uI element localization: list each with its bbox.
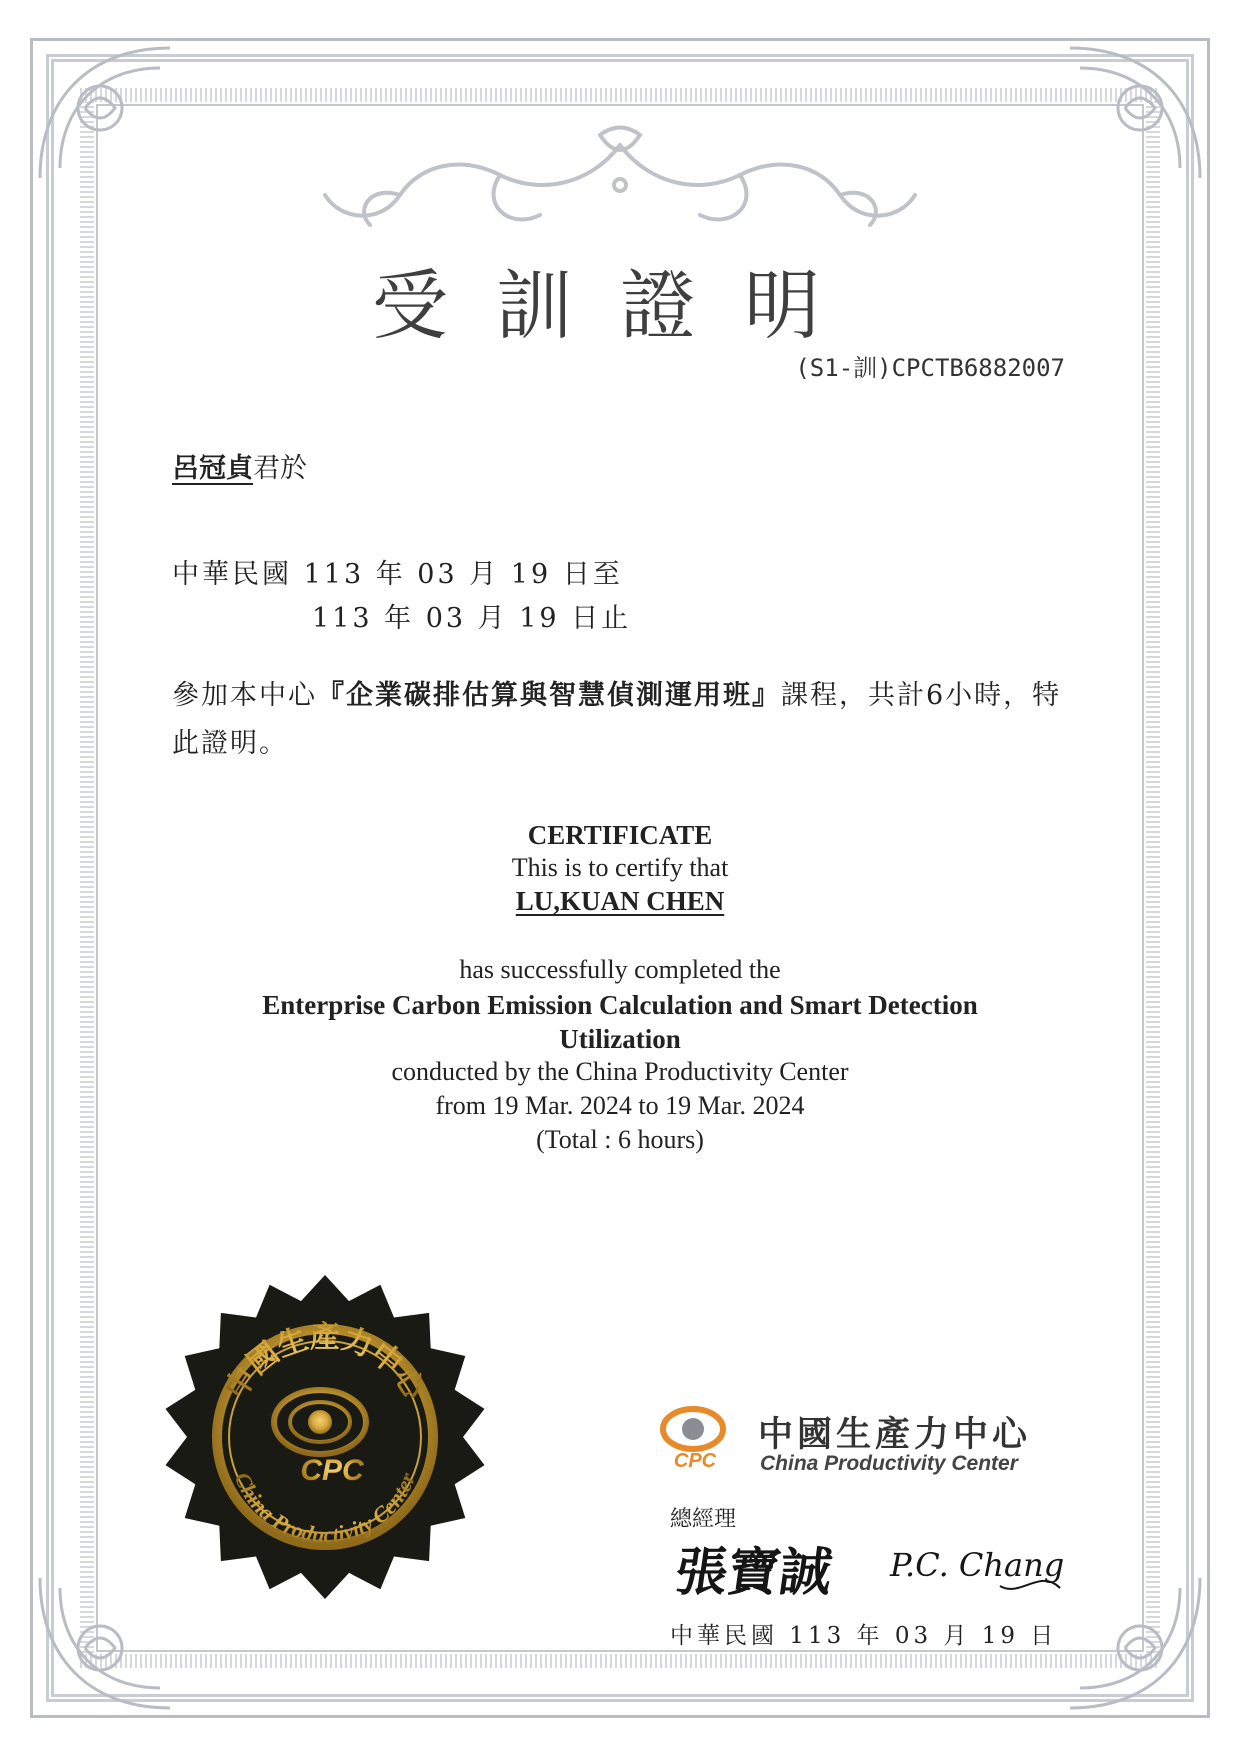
date-to-line: 113 年 03 月 19 日止 [312,603,632,634]
total-hours-line: (Total : 6 hours) [536,1125,704,1154]
corner-ornament-top-left [30,38,180,188]
certificate-heading-en: CERTIFICATE [527,820,713,850]
cpc-logo-icon [655,1405,735,1473]
dates-line: from 19 Mar. 2024 to 19 Mar. 2024 [435,1091,805,1120]
certificate-title-cn: 受訓證明 [372,261,868,350]
course-name-en: Enterprise Carbon Emission Calculation and Smart Detection Utilization [262,990,978,1054]
signature-cn: 張寶誠 [671,1542,836,1603]
seal-text-cn: 中國生產力中心 [218,1320,432,1406]
seal-logo-text: CPC [300,1454,364,1487]
corner-ornament-bottom-left [30,1568,180,1718]
body-prefix-cn: 參加本中心 [172,680,317,711]
course-name-cn: 『企業碳排估算與智慧偵測運用班』 [317,680,781,711]
certify-line: This is to certify that [511,853,729,882]
organization-name-en: China Productivity Center [760,1452,1018,1475]
organization-name-cn: 中國生產力中心 [758,1415,1032,1455]
body-suffix-cn: 課程，共計6小時，特此證明。 [172,680,1062,759]
recipient-name-cn: 呂冠貞 [172,453,253,484]
body-text-cn [172,672,1072,768]
recipient-name-en: LU,KUAN CHEN [515,886,725,916]
date-from-line: 中華民國 113 年 03 月 19 日至 [172,559,623,590]
general-manager-label: 總經理 [670,1507,737,1532]
signature-en: P.C. Chang [890,1546,1065,1584]
top-flourish-ornament [310,125,930,245]
corner-ornament-top-right [1060,38,1210,188]
certificate-number: (S1-訓)CPCTB6882007 [795,354,1065,382]
handwritten-signature [670,1528,1090,1608]
recipient-suffix-cn: 君於 [253,453,307,484]
seal-text-en: China Productivity Center [229,1468,421,1548]
conducted-line: conducted by the China Productivity Center [391,1057,849,1086]
signing-date: 中華民國 113 年 03 月 19 日 [670,1623,1058,1649]
recipient-line-cn [172,446,307,485]
svg-text:CPC: CPC [673,1450,717,1472]
completed-line: has successfully completed the [459,955,781,984]
gold-seal [160,1262,490,1612]
